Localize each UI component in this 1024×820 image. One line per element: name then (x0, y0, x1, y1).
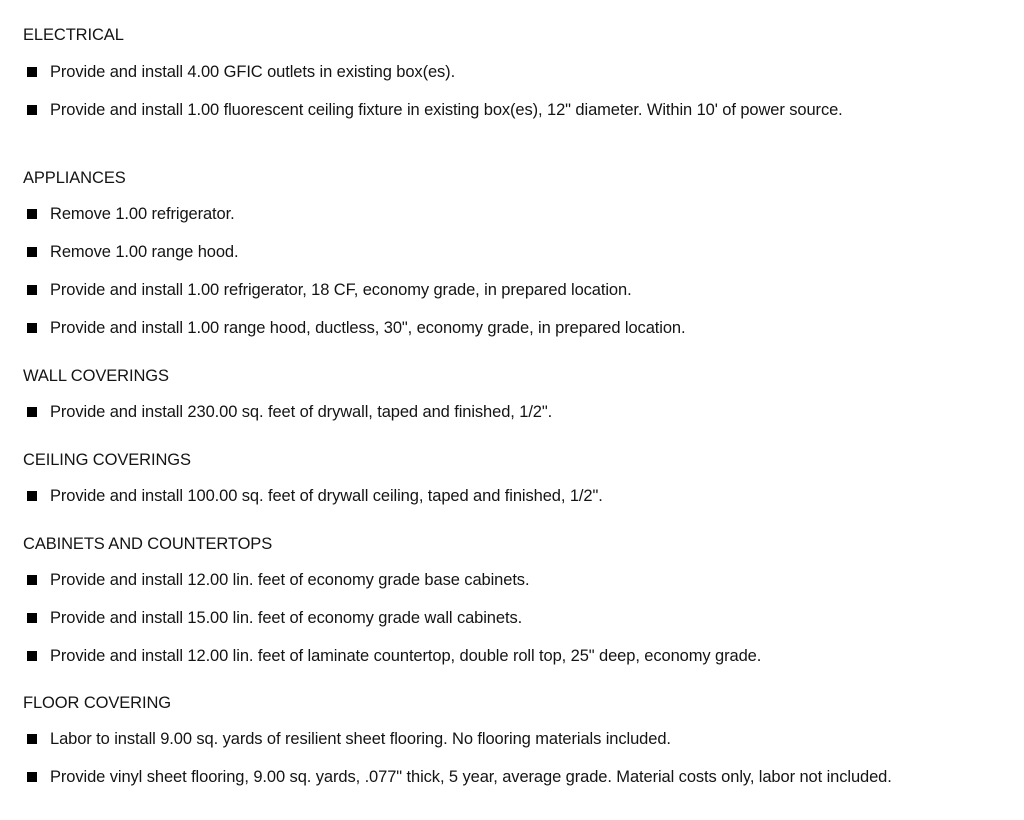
square-bullet-icon (27, 772, 37, 782)
list-item-text: Provide and install 230.00 sq. feet of drywall, taped and finished, 1/2". (50, 403, 553, 421)
section-heading: FLOOR COVERING (23, 694, 172, 712)
section-heading: CEILING COVERINGS (23, 451, 191, 469)
square-bullet-icon (27, 247, 37, 257)
list-item-text: Provide and install 12.00 lin. feet of economy grade base cabinets. (50, 571, 530, 589)
list-item-text: Provide vinyl sheet flooring, 9.00 sq. yards, .077" thick, 5 year, average grade. Material costs only, labor not included. (50, 768, 892, 786)
section-heading: ELECTRICAL (23, 26, 124, 44)
square-bullet-icon (27, 575, 37, 585)
square-bullet-icon (27, 407, 37, 417)
list-item-text: Provide and install 4.00 GFIC outlets in existing box(es). (50, 63, 456, 81)
square-bullet-icon (27, 285, 37, 295)
square-bullet-icon (27, 613, 37, 623)
list-item-text: Provide and install 1.00 refrigerator, 18 CF, economy grade, in prepared location. (50, 281, 632, 299)
list-item-text: Remove 1.00 refrigerator. (50, 205, 235, 223)
section-heading: WALL COVERINGS (23, 367, 169, 385)
square-bullet-icon (27, 491, 37, 501)
square-bullet-icon (27, 209, 37, 219)
list-item-text: Labor to install 9.00 sq. yards of resilient sheet flooring. No flooring materials included. (50, 730, 671, 748)
list-item-text: Provide and install 15.00 lin. feet of economy grade wall cabinets. (50, 609, 523, 627)
square-bullet-icon (27, 323, 37, 333)
list-item-text: Provide and install 12.00 lin. feet of laminate countertop, double roll top, 25" deep, economy grade. (50, 647, 762, 665)
section-heading: APPLIANCES (23, 169, 126, 187)
square-bullet-icon (27, 105, 37, 115)
square-bullet-icon (27, 651, 37, 661)
list-item-text: Remove 1.00 range hood. (50, 243, 239, 261)
square-bullet-icon (27, 734, 37, 744)
square-bullet-icon (27, 67, 37, 77)
section-heading: CABINETS AND COUNTERTOPS (23, 535, 273, 553)
list-item-text: Provide and install 1.00 fluorescent ceiling fixture in existing box(es), 12" diameter. Within 10' of power source. (50, 101, 843, 119)
list-item-text: Provide and install 1.00 range hood, ductless, 30", economy grade, in prepared location. (50, 319, 686, 337)
list-item-text: Provide and install 100.00 sq. feet of drywall ceiling, taped and finished, 1/2". (50, 487, 603, 505)
